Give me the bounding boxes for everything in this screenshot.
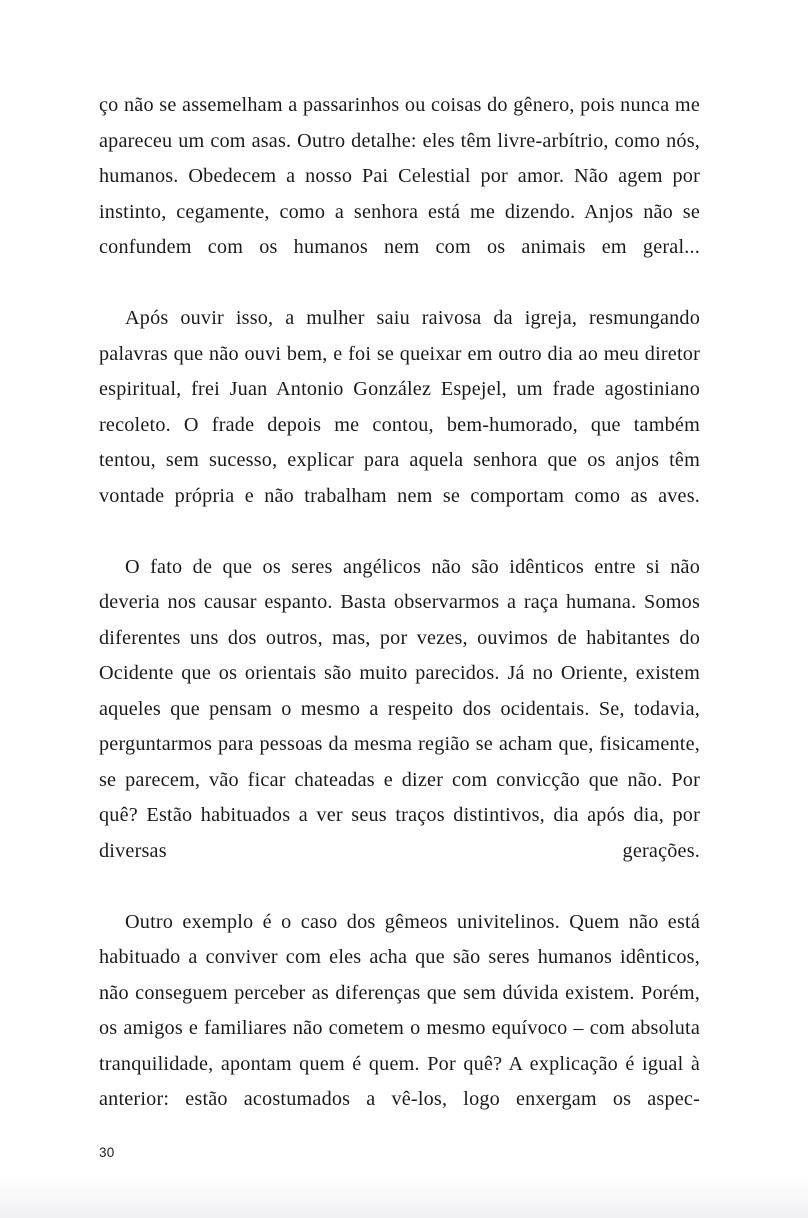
page-number: 30 — [99, 1145, 115, 1160]
paragraph-apos-ouvir: Após ouvir isso, a mulher saiu raivosa da igreja, resmungando palavras que não ouvi bem, e foi se queixar em outro dia ao meu diretor espiritual, frei Juan Antonio González Espejel, um frade agostiniano recoleto. O frade depois me contou, bem-humorado, que também tentou, sem sucesso, explicar para aquela senhora que os anjos têm vontade própria e não trabalham nem se comportam como as aves. — [99, 307, 700, 507]
paragraph-o-fato: O fato de que os seres angélicos não são idênticos entre si não deveria nos causar espanto. Basta observarmos a raça humana. Somos diferentes uns dos outros, mas, por vezes, ouvimos de habitantes do Ocidente que os orientais são muito parecidos. Já no Oriente, existem aqueles que pensam o mesmo a respeito dos ocidentais. Se, todavia, perguntarmos para pessoas da mesma região se acham que, fisicamente, se parecem, vão ficar chateadas e dizer com convicção que não. Por quê? Estão habituados a ver seus traços distintivos, dia após dia, por diversas gerações. — [99, 555, 700, 862]
paragraph-outro-exemplo: Outro exemplo é o caso dos gêmeos univitelinos. Quem não está habituado a conviver com eles acha que são seres humanos idênticos, não conseguem perceber as diferenças que sem dúvida existem. Porém, os amigos e familiares não cometem o mesmo equívoco – com absoluta tranquilidade, apontam quem é quem. Por quê? A explicação é igual à anterior: estão acostumados a vê-los, logo enxergam os aspec- — [99, 910, 700, 1110]
body-text-column — [99, 88, 700, 1153]
paragraph-continuation: ço não se assemelham a passarinhos ou coisas do gênero, pois nunca me apareceu um com asas. Outro detalhe: eles têm livre-arbítrio, como nós, humanos. Obedecem a nosso Pai Celestial por amor. Não agem por instinto, cegamente, como a senhora está me dizendo. Anjos não se confundem com os humanos nem com os animais em geral... — [99, 94, 700, 258]
